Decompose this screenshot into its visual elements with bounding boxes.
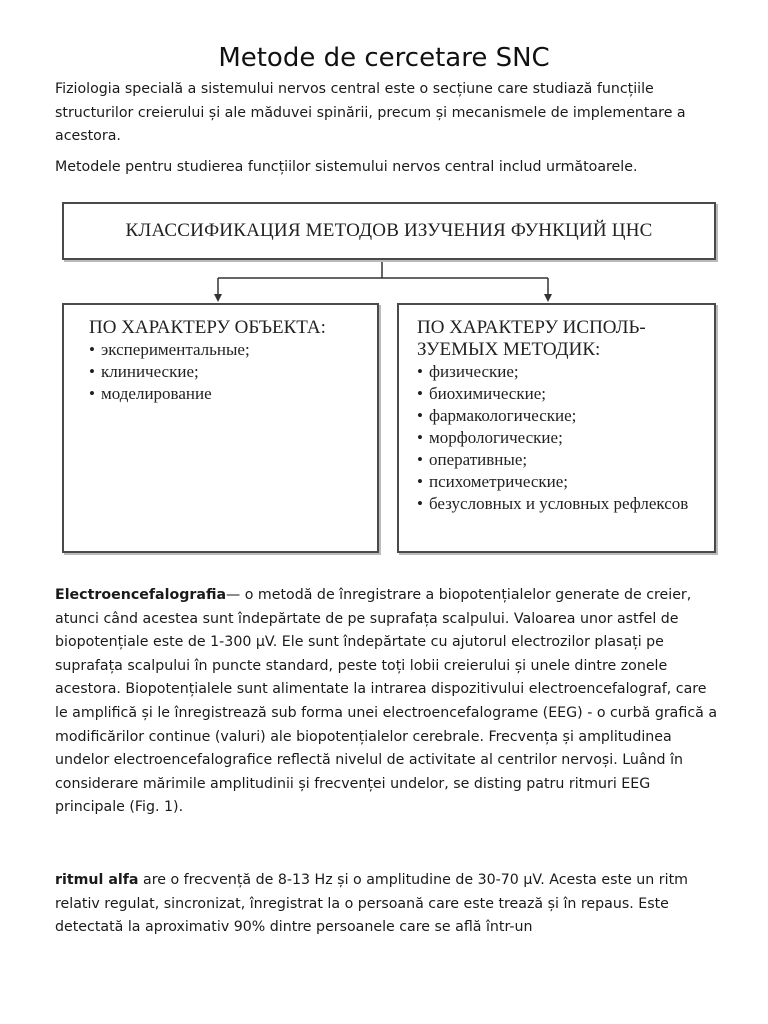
alpha-paragraph	[55, 869, 717, 940]
eeg-term: Electroencefalografia	[55, 587, 227, 603]
eeg-paragraph	[55, 584, 717, 820]
diagram-left-box	[62, 303, 379, 553]
diagram-right-box	[397, 303, 716, 553]
alpha-text: are o frecvență de 8-13 Hz și o amplitudine de 30-70 µV. Acesta este un ritm relativ regulat, sincronizat, înregistrat la o persoană care este trează și în repaus. Este detectată la aproximativ 90% dintre persoanele care se află într-un	[55, 872, 688, 936]
page-title: Metode de cercetare SNC	[218, 43, 550, 73]
arrow-left-icon	[214, 294, 222, 302]
list-item: • экспериментальные;	[89, 339, 377, 361]
list-item: • безусловных и условных рефлексов	[417, 493, 699, 515]
diagram-header-box	[62, 202, 716, 260]
methods-lead-paragraph: Metodele pentru studierea funcțiilor sistemului nervos central includ următoarele.	[55, 159, 638, 175]
intro-paragraph: Fiziologia specială a sistemului nervos central este o secțiune care studiază funcțiile structurilor creierului și ale măduvei spinării, precum și mecanismele de implementare a acestora.	[55, 81, 686, 145]
eeg-text: — o metodă de înregistrare a biopotențialelor generate de creier, atunci când acestea sunt îndepărtate de pe suprafața scalpului. Valoarea unor astfel de biopotențiale este de 1-300 µV. Ele sunt îndepărtate cu ajutorul electrozilor plasați pe suprafața scalpului în puncte standard, peste toți lobii creierului și unele dintre zonele acestora. Biopotențialele sunt alimentate la intrarea dispozitivului electroencefalograf, care le amplifică și le înregistrează sub forma unei electroencefalograme (EEG) - o curbă grafică a modificărilor continue (valuri) ale biopotențialelor cerebrale. Frecvența și amplitudinea undelor electroencefalografice reflectă nivelul de activitate al centrilor nervoși. Luând în considerare mărimile amplitudinii și frecvenței undelor, se disting patru ritmuri EEG principale (Fig. 1).	[55, 587, 718, 816]
list-item: • моделирование	[89, 383, 377, 405]
classification-diagram	[50, 196, 726, 562]
list-item: • фармакологические;	[417, 405, 699, 427]
list-item: • оперативные;	[417, 449, 699, 471]
right-heading: ПО ХАРАКТЕРУ ИСПОЛЬ-ЗУЕМЫХ МЕТОДИК:	[417, 317, 646, 360]
list-item: • клинические;	[89, 361, 377, 383]
diagram-header: КЛАССИФИКАЦИЯ МЕТОДОВ ИЗУЧЕНИЯ ФУНКЦИЙ ЦНС	[125, 220, 653, 241]
right-list	[399, 361, 714, 515]
list-item: • морфологические;	[417, 427, 699, 449]
list-item: • биохимические;	[417, 383, 699, 405]
left-heading: ПО ХАРАКТЕРУ ОБЪЕКТА:	[89, 317, 326, 338]
list-item: • психометрические;	[417, 471, 699, 493]
arrow-right-icon	[544, 294, 552, 302]
alpha-term: ritmul alfa	[55, 872, 139, 888]
left-list	[64, 339, 377, 405]
list-item: • физические;	[417, 361, 699, 383]
